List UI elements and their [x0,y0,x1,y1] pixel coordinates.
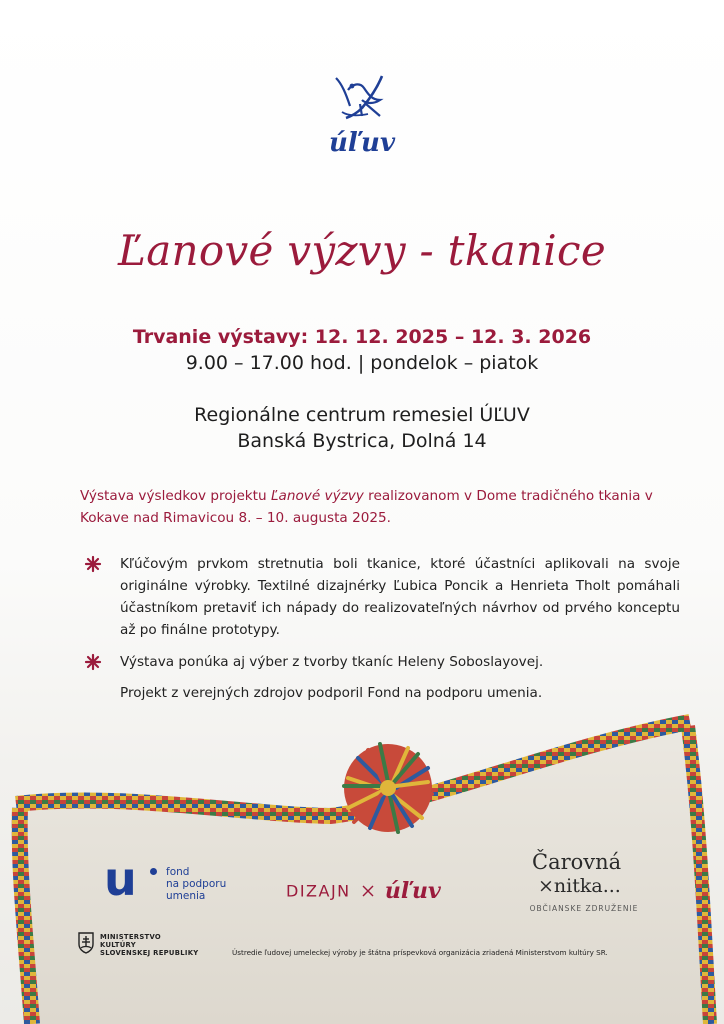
fond-logo-letter: u [104,852,137,906]
ministry-line: SLOVENSKEJ REPUBLIKY [100,949,199,957]
page-title: Ľanové výzvy - tkanice [118,226,606,275]
list-item [80,651,680,673]
fond-line: umenia [166,890,206,902]
fond-logo-dot [150,868,157,875]
intro-paragraph [80,485,680,529]
fond-na-podporu-umenia-logo [104,852,234,912]
bird-icon [322,70,402,130]
ministry-line: KULTÚRY [100,941,136,949]
bullet-text: Výstava ponúka aj výber z tvorby tkaníc Heleny Soboslayovej. [120,654,544,670]
fond-logo-text [166,866,226,902]
asterisk-bullet-icon [84,555,102,573]
venue-name: Regionálne centrum remesiel ÚĽUV [194,404,530,426]
dizajn-uluv-wordmark: úľuv [384,878,441,904]
cross-icon [362,885,374,897]
logo-wordmark: úľuv [328,128,396,158]
opening-hours: 9.00 – 17.00 hod. | pondelok – piatok [185,352,539,374]
carovna-line-2: ×nitka... [538,875,621,897]
fond-line: na podporu [166,878,227,890]
intro-text-start: Výstava výsledkov projektu [80,488,271,504]
pompom [344,744,432,832]
venue-address: Banská Bystrica, Dolná 14 [237,430,487,452]
uluv-logo [322,70,402,166]
intro-project-name: Ľanové výzvy [270,488,364,504]
carovna-line-1: Čarovná [532,850,622,874]
carovna-nitka-logo [524,850,644,920]
dizajn-uluv-logo [286,878,441,908]
funding-note: Projekt z verejných zdrojov podporil Fond na podporu umenia. [120,685,543,701]
bullet-text: Kľúčovým prvkom stretnutia boli tkanice, ktoré účastníci aplikovali na svoje originálne výrobky. Textilné dizajnérky Ľubica Poncik a Henrieta Tholt pomáhali účastníkom pretaviť ich nápady do realizovateľných návrhov od prvého konceptu až po finálne prototypy. [120,556,680,638]
ministry-text [100,933,198,957]
ministry-line: MINISTERSTVO [100,933,161,941]
list-item [80,553,680,641]
dizajn-word: DIZAJN [286,881,351,901]
intro-text-end: realizovanom v Dome tradičného tkania v Kokave nad Rimavicou 8. – 10. augusta 2025. [80,488,653,526]
fond-line: fond [166,866,190,878]
bullet-list [80,553,680,673]
carovna-subtitle: OBČIANSKE ZDRUŽENIE [529,904,639,913]
ministry-of-culture-logo [78,932,218,964]
exhibition-duration: Trvanie výstavy: 12. 12. 2025 – 12. 3. 2026 [132,326,592,348]
asterisk-bullet-icon [84,653,102,671]
slovak-crest-icon [78,932,94,954]
footer-note: Ústredie ľudovej umeleckej výroby je štátna príspevková organizácia zriadená Ministerstvom kultúry SR. [232,948,608,957]
